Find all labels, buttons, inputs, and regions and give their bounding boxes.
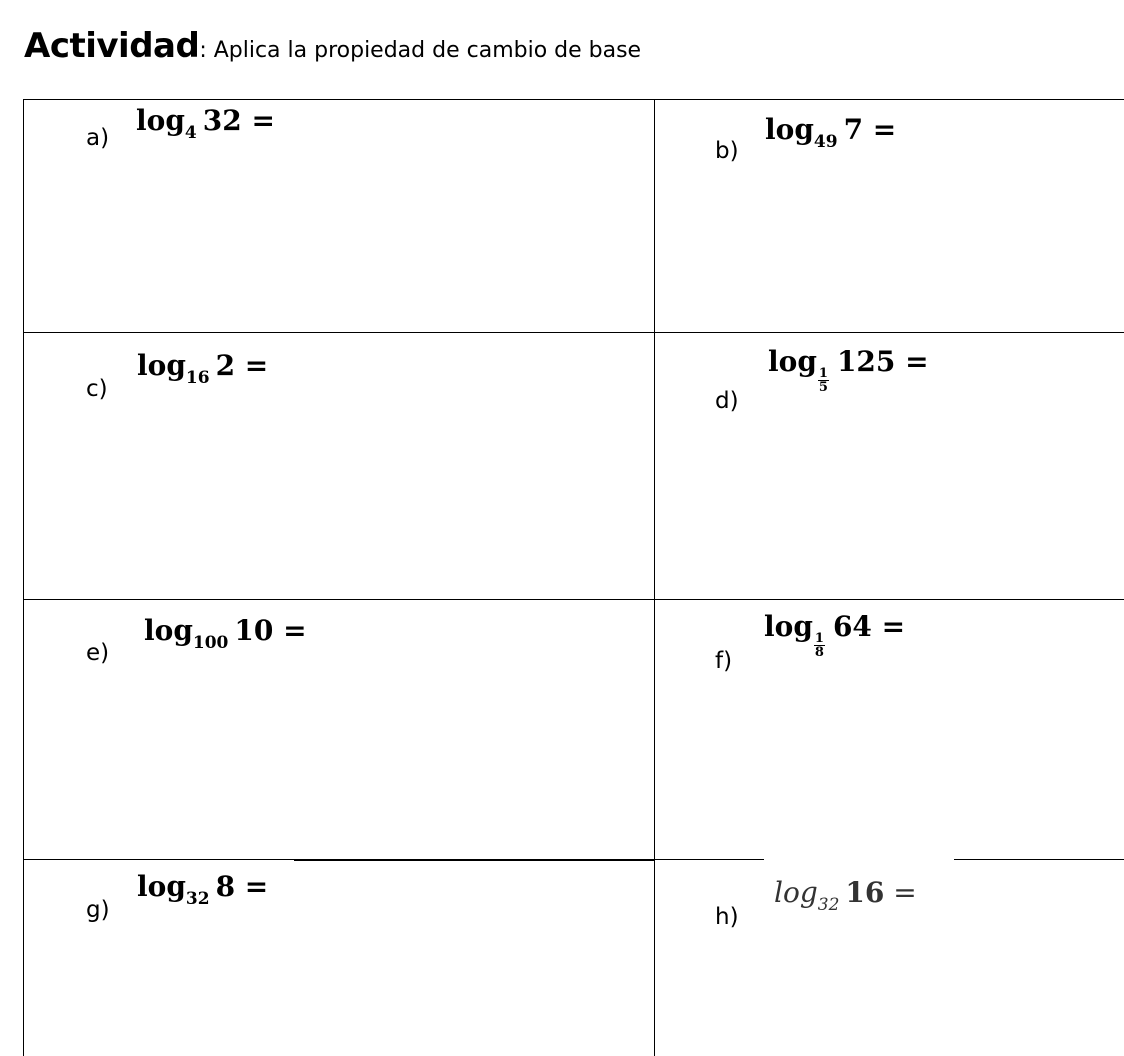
row-divider (24, 859, 294, 860)
log-word: log (144, 614, 193, 647)
exercise-letter: c) (86, 376, 108, 402)
exercise-expression (768, 345, 929, 394)
row-divider (24, 332, 1124, 333)
equals-sign: = (251, 104, 275, 137)
exercise-letter: f) (715, 648, 733, 674)
equals-sign: = (893, 876, 917, 909)
log-word: log (764, 610, 813, 643)
fraction-base (814, 632, 825, 659)
heading-title: Actividad (24, 26, 200, 66)
fraction-numerator: 1 (818, 366, 828, 381)
column-divider (654, 100, 655, 1056)
log-argument: 64 (832, 610, 872, 643)
log-base: 100 (192, 633, 229, 653)
fraction-base (818, 367, 829, 394)
exercise-expression (137, 349, 269, 388)
log-argument: 2 (215, 349, 236, 382)
log-word: log (136, 104, 185, 137)
exercise-expression (764, 610, 905, 659)
exercise-expression (774, 876, 917, 915)
equals-sign: = (881, 610, 906, 643)
exercise-letter: d) (715, 388, 739, 414)
exercise-expression (144, 614, 307, 653)
log-word: log (774, 876, 818, 909)
exercise-letter: g) (86, 897, 110, 923)
log-base: 49 (813, 132, 838, 152)
exercise-expression (765, 113, 897, 152)
log-word: log (768, 345, 817, 378)
activity-heading (24, 26, 641, 66)
row-divider (24, 599, 1124, 600)
equals-sign: = (244, 349, 269, 382)
log-argument: 125 (836, 345, 896, 378)
log-base: 4 (184, 123, 197, 143)
log-word: log (137, 349, 186, 382)
log-base: 32 (185, 889, 210, 909)
exercise-letter: a) (86, 125, 110, 151)
exercise-table (23, 99, 1124, 1056)
log-word: log (137, 870, 186, 903)
log-argument: 8 (215, 870, 236, 903)
log-argument: 32 (202, 104, 242, 137)
heading-instruction: : Aplica la propiedad de cambio de base (199, 38, 642, 63)
log-base: 32 (817, 895, 840, 915)
exercise-letter: b) (715, 138, 739, 164)
fraction-denominator: 5 (818, 380, 828, 395)
log-word: log (765, 113, 814, 146)
log-argument: 10 (234, 614, 274, 647)
fraction-numerator: 1 (814, 631, 824, 646)
log-argument: 7 (843, 113, 864, 146)
equals-sign: = (244, 870, 269, 903)
row-divider (654, 859, 764, 860)
exercise-letter: h) (715, 904, 739, 930)
equals-sign: = (283, 614, 307, 647)
equals-sign: = (872, 113, 897, 146)
fraction-denominator: 8 (814, 645, 824, 660)
row-divider (954, 859, 1124, 860)
exercise-letter: e) (86, 640, 110, 666)
exercise-expression (137, 870, 269, 909)
row-divider (294, 859, 654, 861)
log-base: 16 (185, 368, 210, 388)
equals-sign: = (905, 345, 929, 378)
log-argument: 16 (845, 876, 885, 909)
exercise-expression (136, 104, 275, 143)
